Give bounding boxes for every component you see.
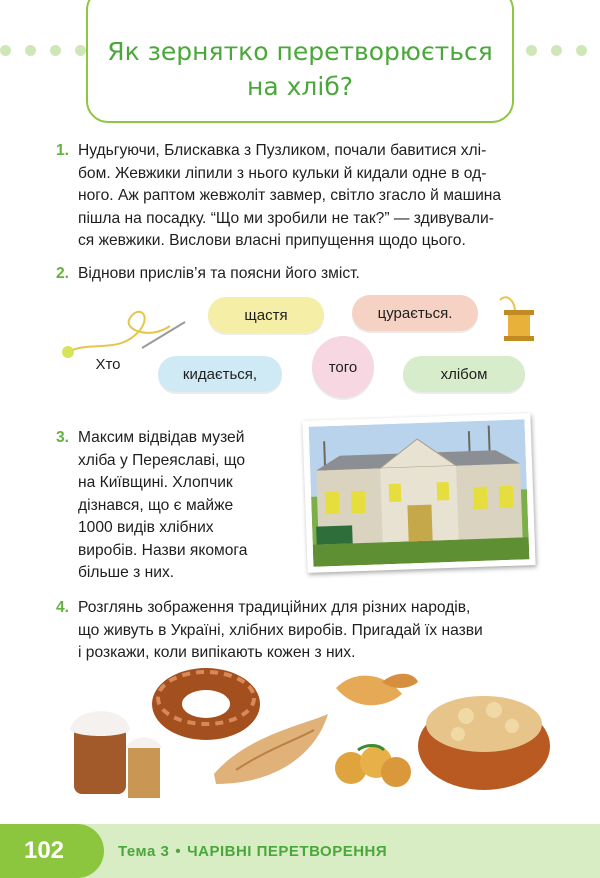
task-number: 2. bbox=[56, 265, 70, 282]
decor-dots-left bbox=[0, 45, 86, 57]
korovai-bread-icon bbox=[418, 696, 550, 790]
text-line: пішла на посадку. “Що ми зробили не так?” — здивували- bbox=[78, 209, 494, 227]
text-line: дізнався, що є майже bbox=[78, 496, 234, 514]
word-label: того bbox=[328, 358, 358, 376]
word-card[interactable] bbox=[78, 346, 138, 382]
paska-bread-icon bbox=[70, 711, 162, 798]
task-1 bbox=[56, 140, 501, 253]
bird-bread-icon bbox=[336, 674, 418, 706]
footer-bullet: • bbox=[175, 843, 182, 860]
wreath-bread-icon bbox=[152, 668, 260, 740]
title-line-2: на хліб? bbox=[246, 72, 354, 101]
text-line: 1000 видів хлібних bbox=[78, 519, 214, 536]
word-card[interactable] bbox=[312, 336, 374, 398]
text-line: на Київщині. Хлопчик bbox=[78, 474, 233, 491]
word-card[interactable] bbox=[208, 297, 324, 333]
task-2 bbox=[56, 263, 360, 286]
text-line: Максим відвідав музей bbox=[78, 429, 245, 446]
task-text bbox=[78, 140, 501, 253]
task-3 bbox=[56, 427, 247, 585]
museum-building-image bbox=[309, 419, 530, 566]
text-line: і розкажи, коли випікають кожен з них. bbox=[78, 644, 356, 661]
task-number: 1. bbox=[56, 142, 70, 159]
task-number: 4. bbox=[56, 599, 70, 616]
footer-section-title bbox=[118, 843, 387, 860]
footer-section: ЧАРІВНІ ПЕРЕТВОРЕННЯ bbox=[187, 843, 388, 860]
text-line: ся жевжики. Вислови власні припущення щодо цього. bbox=[78, 232, 466, 249]
garlic-buns-icon bbox=[335, 746, 411, 788]
word-label: Хто bbox=[95, 355, 121, 373]
text-line: виробів. Назви якомога bbox=[78, 541, 248, 559]
word-label: цурається. bbox=[377, 304, 453, 322]
decor-dots-right bbox=[526, 45, 600, 57]
text-line: хліба у Переяславі, що bbox=[78, 451, 246, 469]
text-line: ного. Аж раптом жевжоліт завмер, світло згасло й машина bbox=[78, 187, 502, 204]
task-text bbox=[78, 427, 247, 585]
task-text bbox=[78, 597, 483, 665]
text-line: бом. Жевжики ліпили з нього кульки й кидали одне в од- bbox=[78, 164, 487, 182]
word-label: щастя bbox=[244, 306, 288, 324]
text-line: Нудьгуючи, Блискавка з Пузликом, почали бавитися хлі- bbox=[78, 142, 487, 159]
spool-icon bbox=[490, 290, 550, 350]
word-card[interactable] bbox=[403, 356, 525, 392]
footer-theme: Тема 3 bbox=[118, 843, 170, 860]
task-4 bbox=[56, 597, 483, 665]
page-title bbox=[86, 34, 514, 104]
word-card[interactable] bbox=[352, 295, 478, 331]
text-line: що живуть в Україні, хлібних виробів. Пригадай їх назви bbox=[78, 621, 483, 639]
task-number: 3. bbox=[56, 429, 70, 446]
title-line-1: Як зернятко перетворюється bbox=[107, 37, 493, 66]
traditional-breads-image bbox=[66, 664, 556, 804]
word-label: кидається, bbox=[182, 365, 258, 383]
text-line: більше з них. bbox=[78, 564, 175, 581]
text-line: Розглянь зображення традиційних для різних народів, bbox=[78, 599, 471, 616]
task-text: Віднови прислів’я та поясни його зміст. bbox=[78, 265, 360, 282]
page-number: 102 bbox=[23, 837, 65, 864]
word-label: хлібом bbox=[440, 365, 488, 383]
word-card[interactable] bbox=[158, 356, 282, 392]
museum-photo bbox=[302, 413, 535, 573]
